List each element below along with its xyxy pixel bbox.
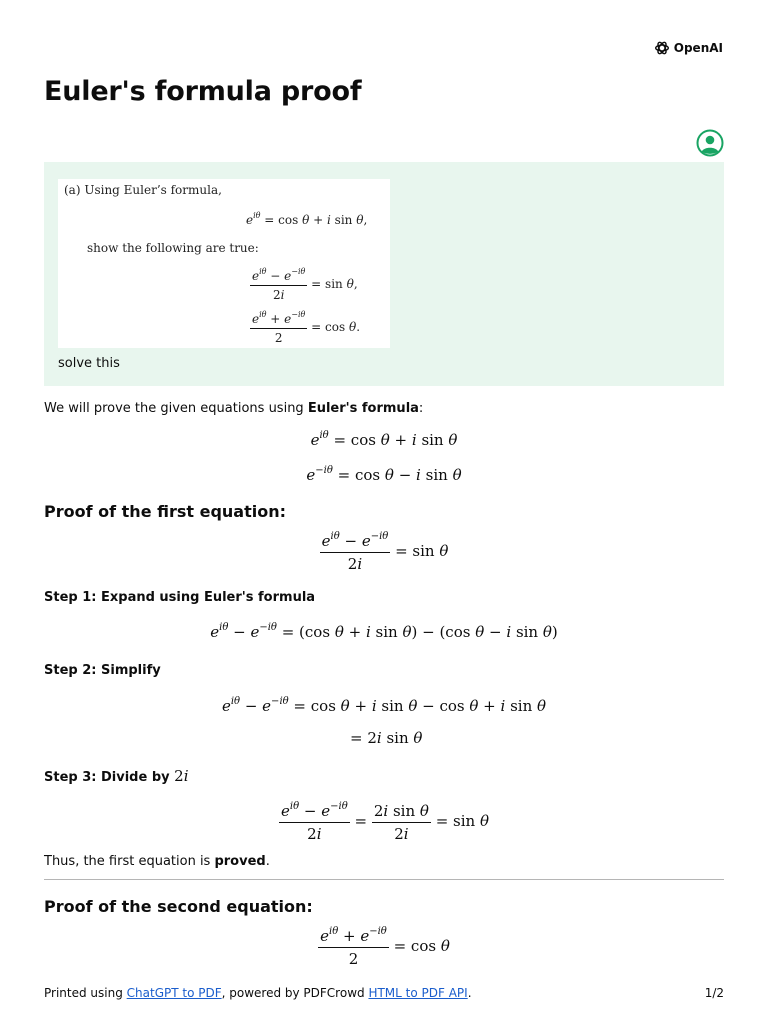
section1-heading: Proof of the first equation: bbox=[44, 502, 287, 521]
step1-label: Step 1: Expand using Euler's formula bbox=[44, 590, 316, 605]
intro-text bbox=[44, 401, 423, 416]
section-divider bbox=[44, 879, 724, 880]
step3-label-text: Step 3: Divide by bbox=[44, 770, 175, 785]
footer-middle: , powered by PDFCrowd bbox=[221, 986, 369, 1000]
section2-target-equation: $\frac{e^{i\theta} + e^{-i\theta}}{2}$ = cos θ bbox=[320, 926, 450, 968]
step2-equation-2: = 2i sin θ bbox=[350, 729, 423, 747]
image-instruction: show the following are true: bbox=[87, 241, 259, 255]
euler-formula-negative: $e^{-i\theta} = \cos \theta - i$ sin θ bbox=[306, 465, 462, 484]
section2-heading: Proof of the second equation: bbox=[44, 897, 313, 916]
html-to-pdf-api-link[interactable]: HTML to PDF API bbox=[368, 986, 468, 1000]
section1-conclusion bbox=[44, 854, 270, 869]
step3-label bbox=[44, 767, 189, 785]
openai-logo-icon bbox=[654, 40, 670, 56]
chatgpt-to-pdf-link[interactable]: ChatGPT to PDF bbox=[126, 986, 222, 1000]
footer bbox=[44, 986, 472, 1000]
intro-prefix: We will prove the given equations using bbox=[44, 401, 308, 416]
image-euler-formula: $e^{i\theta} = \cos \theta + i$ sin θ, bbox=[246, 211, 368, 227]
brand-name: OpenAI bbox=[673, 41, 723, 55]
page-number: 1/2 bbox=[704, 986, 724, 1000]
intro-suffix: : bbox=[418, 401, 424, 416]
page-title: Euler's formula proof bbox=[44, 76, 362, 107]
conclusion-bold: proved bbox=[214, 854, 266, 869]
section1-target-equation: $\frac{e^{i\theta} - e^{-i\theta}}{2i}$ = sin θ bbox=[321, 531, 449, 573]
footer-suffix: . bbox=[467, 986, 472, 1000]
step3-equation: $\frac{e^{i\theta} - e^{-i\theta}}{2i}$ = $\frac{\text{2i sin θ}}{2i}$ = sin θ bbox=[281, 801, 489, 843]
step3-divisor: 2i bbox=[174, 767, 189, 785]
conclusion-suffix: . bbox=[265, 854, 270, 869]
problem-image bbox=[58, 179, 390, 348]
user-message bbox=[44, 162, 724, 386]
user-avatar-icon bbox=[696, 129, 724, 157]
step1-equation: $e^{i\theta} - e^{-i\theta} = (\cos$ θ + i sin θ) − (cos θ − i sin θ) bbox=[210, 622, 558, 641]
image-equation-1: $\frac{e^{i\theta} - e^{-i\theta}}{2i}$ = sin θ, bbox=[252, 267, 358, 302]
image-equation-2: $\frac{e^{i\theta} + e^{-i\theta}}{2}$ = cos θ. bbox=[252, 310, 361, 345]
intro-bold: Euler's formula bbox=[307, 401, 419, 416]
step2-equation-1: $e^{i\theta} - e^{-i\theta} = \cos \theta + i$ sin θ − cos θ + i sin θ bbox=[221, 696, 547, 715]
openai-logo bbox=[654, 40, 723, 56]
footer-prefix: Printed using bbox=[44, 986, 127, 1000]
step2-label: Step 2: Simplify bbox=[44, 663, 161, 678]
user-message-text: solve this bbox=[58, 356, 120, 371]
conclusion-prefix: Thus, the first equation is bbox=[44, 854, 215, 869]
image-part-label: (a) Using Euler’s formula, bbox=[64, 183, 222, 197]
euler-formula-positive: $e^{i\theta} = \cos \theta + i$ sin θ bbox=[310, 430, 458, 449]
